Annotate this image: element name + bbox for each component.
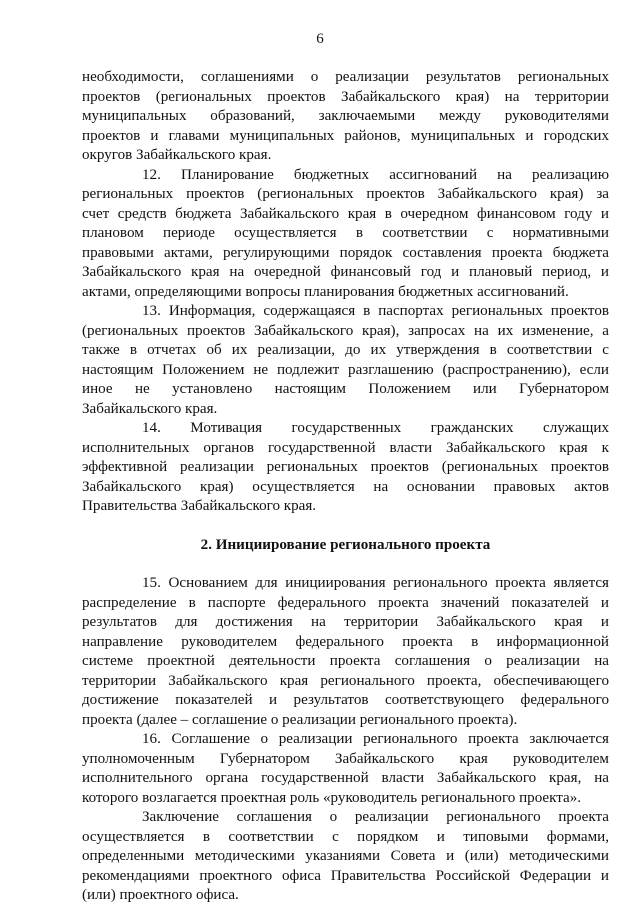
text-line: 14. Мотивация государственных гражданских служащих bbox=[142, 420, 609, 436]
text-line: Забайкальского края на очередной финансовый год и плановый период, и bbox=[82, 264, 609, 280]
text-line: результатов для достижения на территории Забайкальского края и bbox=[82, 614, 609, 630]
text-line: эффективной реализации региональных проектов (региональных проектов bbox=[82, 459, 609, 475]
text-line: 16. Соглашение о реализации регионального проекта заключается bbox=[142, 731, 609, 747]
text-line: территории Забайкальского края регионального проекта, обеспечивающего bbox=[82, 672, 609, 689]
paragraphs-after-heading bbox=[82, 574, 609, 906]
text-line: (региональных проектов Забайкальского края), запросах на их изменение, а bbox=[82, 322, 609, 339]
text-line: плановом периоде осуществляется в соответствии с нормативными bbox=[82, 225, 609, 241]
text-line: распределение в паспорте федерального проекта значений показателей и bbox=[82, 594, 609, 611]
text-line: направление руководителем федерального проекта в информационной bbox=[82, 633, 609, 650]
text-line: 13. Информация, содержащаяся в паспортах региональных проектов bbox=[142, 303, 609, 319]
text-line: Забайкальского края) осуществляется на основании правовых актов bbox=[82, 478, 609, 495]
text-line: рекомендациями проектного офиса Правительства Российской Федерации и bbox=[82, 867, 609, 884]
text-line: актами, определяющими вопросы планирования бюджетных ассигнований. bbox=[82, 283, 569, 300]
text-line: также в отчетах об их реализации, до их утверждения в соответствии с bbox=[82, 342, 609, 358]
text-line: Забайкальского края. bbox=[82, 400, 218, 417]
paragraphs-before-heading bbox=[82, 68, 609, 517]
text-line: системе проектной деятельности проекта соглашения о реализации на bbox=[82, 653, 609, 669]
text-line: определенными методическими указаниями Совета и (или) методическими bbox=[82, 848, 609, 864]
paragraph bbox=[82, 166, 609, 303]
text-line: которого возлагается проектная роль «руководитель регионального проекта». bbox=[82, 789, 582, 806]
text-line: региональных проектов (региональных проектов Забайкальского края) за bbox=[82, 186, 609, 202]
text-line: проекта (далее – соглашение о реализации регионального проекта). bbox=[82, 711, 518, 728]
text-line: (или) проектного офиса. bbox=[82, 887, 239, 903]
text-line: настоящим Положением не подлежит разглашению (распространению), если bbox=[82, 361, 609, 378]
text-line: 12. Планирование бюджетных ассигнований на реализацию bbox=[142, 166, 609, 183]
paragraph bbox=[82, 68, 609, 166]
text-line: осуществляется в соответствии с порядком и типовыми формами, bbox=[82, 828, 609, 845]
text-line: достижение показателей и результатов соответствующего федерального bbox=[82, 692, 609, 708]
text-line: проектов (региональных проектов Забайкальского края) на территории bbox=[82, 88, 609, 105]
text-line: Заключение соглашения о реализации регионального проекта bbox=[142, 809, 609, 825]
text-line: Правительства Забайкальского края. bbox=[82, 498, 317, 514]
text-line: необходимости, соглашениями о реализации результатов региональных bbox=[82, 69, 609, 85]
text-line: проектов и главами муниципальных районов, муниципальных и городских bbox=[82, 127, 609, 144]
paragraph bbox=[82, 730, 609, 808]
paragraph bbox=[82, 574, 609, 730]
paragraph bbox=[82, 419, 609, 517]
text-line: счет средств бюджета Забайкальского края в очередном финансовом году и bbox=[82, 205, 609, 222]
paragraph bbox=[82, 808, 609, 906]
text-line: исполнительных органов государственной власти Забайкальского края к bbox=[82, 439, 609, 456]
text-line: уполномоченным Губернатором Забайкальского края руководителем bbox=[82, 750, 609, 767]
document-body bbox=[82, 68, 609, 906]
text-line: исполнительного органа государственной власти Забайкальского края, на bbox=[82, 770, 609, 786]
text-line: муниципальных образований, заключаемыми между руководителями bbox=[82, 108, 609, 124]
text-line: округов Забайкальского края. bbox=[82, 147, 272, 163]
section-heading: 2. Инициирование регионального проекта bbox=[200, 536, 491, 553]
text-line: иное не установлено настоящим Положением или Губернатором bbox=[82, 381, 609, 397]
text-line: правовыми актами, регулирующими порядок составления проекта бюджета bbox=[82, 244, 609, 261]
page-number: 6 bbox=[316, 31, 324, 47]
paragraph bbox=[82, 302, 609, 419]
text-line: 15. Основанием для инициирования регионального проекта является bbox=[142, 575, 609, 591]
